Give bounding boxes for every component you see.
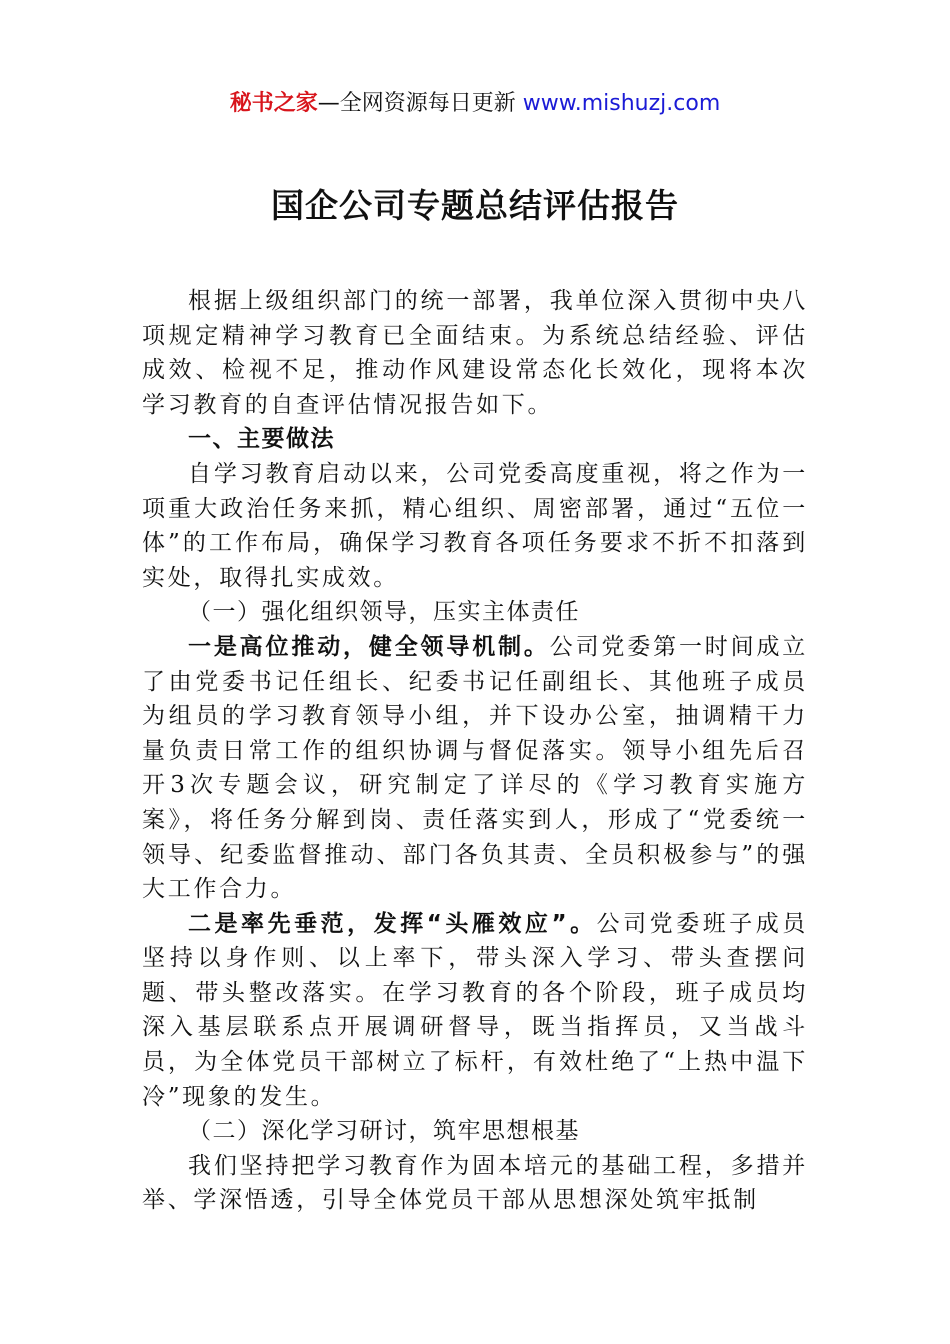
point-text: 公司党委第一时间成立了由党委书记任组长、纪委书记任副组长、其他班子成员为组员的学习教育领导小组，并下设办公室，抽调精干力量负责日常工作的组织协调与督促落实。领导小组先后召开3次专题会议，研究制定了详尽的《学习教育实施方案》，将任务分解到岗、责任落实到人，形成了“党委统一领导、纪委监督推动、部门各负其责、全员积极参与”的强大工作合力。	[142, 633, 808, 903]
intro-paragraph: 根据上级组织部门的统一部署，我单位深入贯彻中央八项规定精神学习教育已全面结束。为系统总结经验、评估成效、检视不足，推动作风建设常态化长效化，现将本次学习教育的自查评估情况报告如下。	[142, 288, 808, 418]
document-title: 国企公司专题总结评估报告	[271, 186, 679, 225]
point-text: 公司党委班子成员坚持以身作则、以上率下，带头深入学习、带头查摆问题、带头整改落实。在学习教育的各个阶段，班子成员均深入基层联系点开展调研督导，既当指挥员，又当战斗员，为全体党员干部树立了标杆，有效杜绝了“上热中温下冷”现象的发生。	[142, 910, 808, 1110]
section-paragraph: 自学习教育启动以来，公司党委高度重视，将之作为一项重大政治任务来抓，精心组织、周密部署，通过“五位一体”的工作布局，确保学习教育各项任务要求不折不扣落到实处，取得扎实成效。	[142, 460, 808, 591]
site-slogan: —全网资源每日更新	[317, 91, 523, 116]
site-brand: 秘书之家	[229, 91, 318, 116]
section-paragraph: 我们坚持把学习教育作为固本培元的基础工程，多措并举、学深悟透，引导全体党员干部从思想深处筑牢抵制	[142, 1152, 808, 1214]
site-url-link[interactable]: www.mishuzj.com	[522, 91, 721, 116]
point-paragraph	[142, 907, 808, 1115]
point-lead: 二是率先垂范，发挥“头雁效应”。	[188, 910, 597, 937]
document-body	[142, 284, 808, 1218]
subsection-heading: （一）强化组织领导，压实主体责任	[188, 599, 580, 626]
site-header	[0, 88, 950, 120]
point-lead: 一是高位推动，健全领导机制。	[188, 633, 550, 660]
section-heading: 一、主要做法	[188, 426, 335, 453]
subsection-heading: （二）深化学习研讨，筑牢思想根基	[188, 1118, 580, 1145]
point-paragraph	[142, 630, 808, 907]
